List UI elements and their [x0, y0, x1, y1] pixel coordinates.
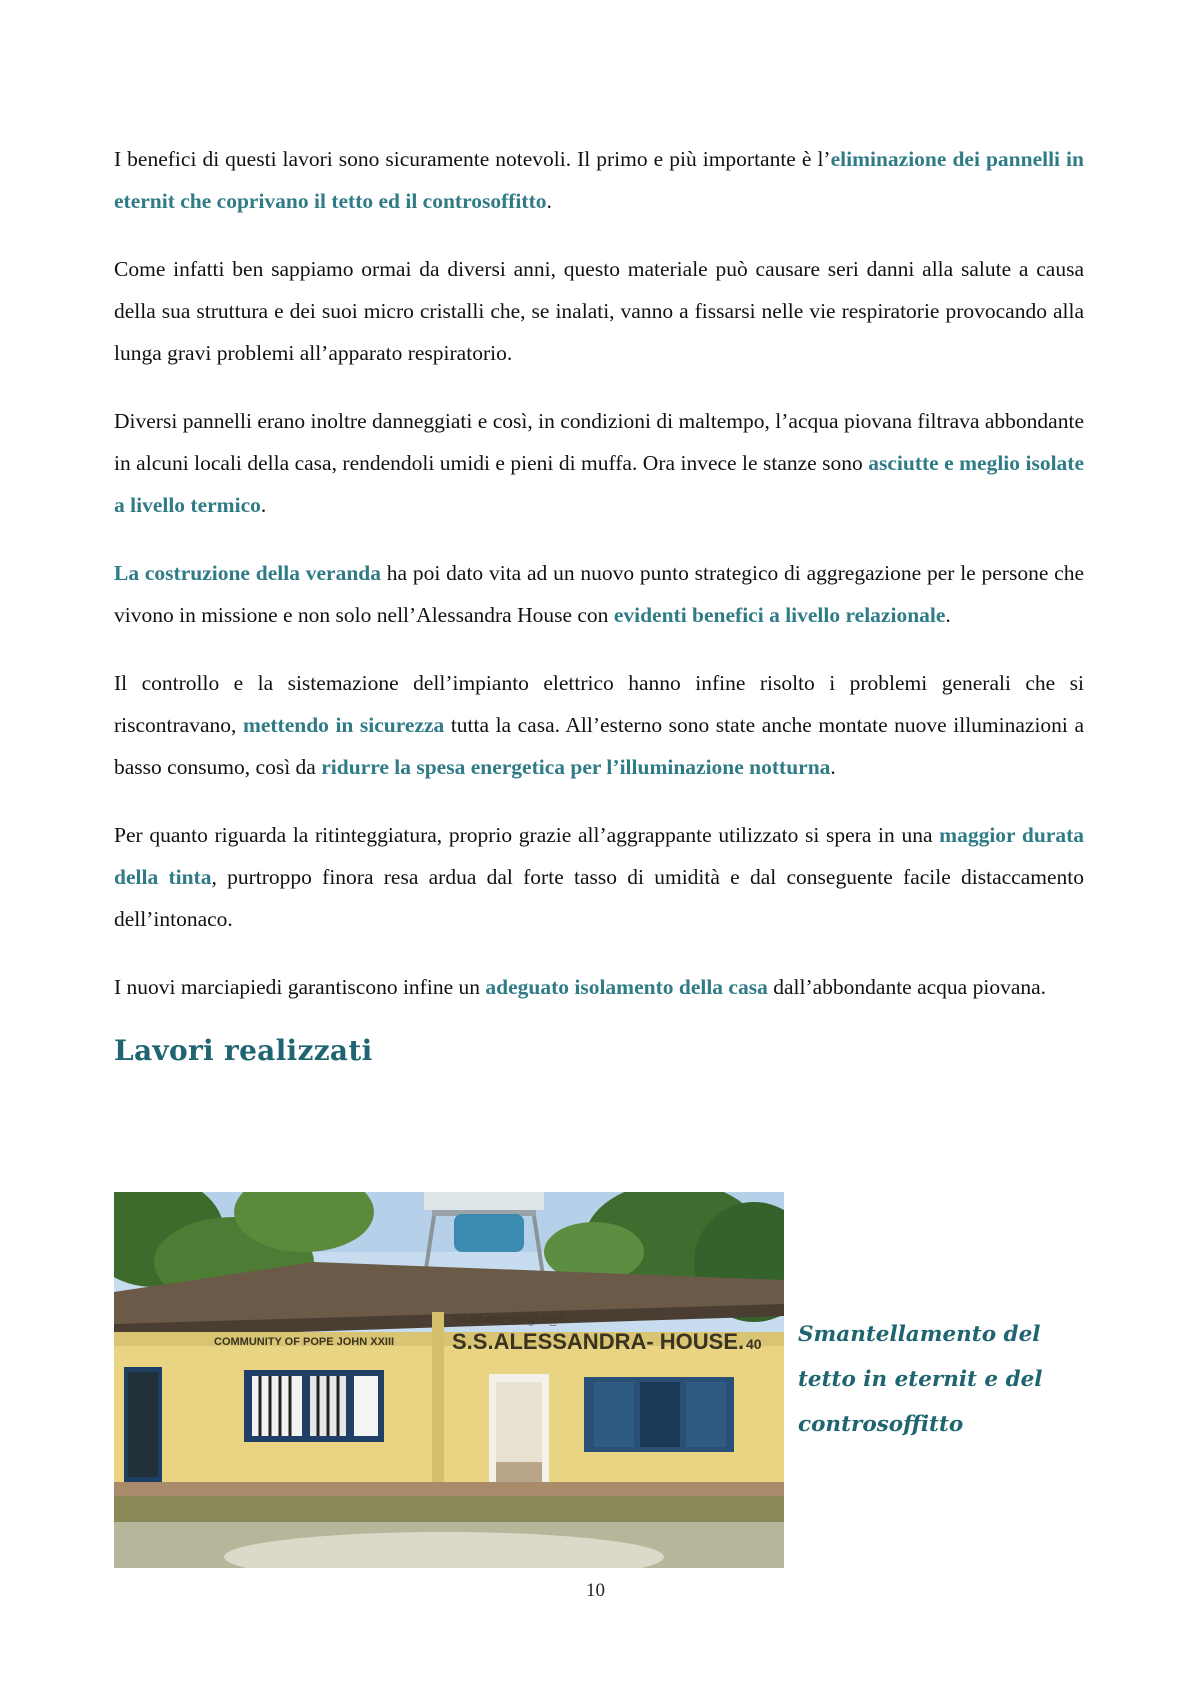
- highlighted-text: asciutte e meglio isolate a livello termico: [114, 451, 1084, 517]
- sign-community: COMMUNITY OF POPE JOHN XXIII: [214, 1336, 395, 1348]
- body-text-segment: I benefici di questi lavori sono sicuramente notevoli. Il primo e più importante è l’: [114, 147, 831, 171]
- page-body: [114, 138, 1084, 1067]
- body-text-segment: Il controllo e la sistemazione dell’impianto elettrico hanno infine risolto i problemi generali che si riscontravano,: [114, 671, 1084, 737]
- body-text-segment: .: [830, 755, 836, 779]
- highlighted-text: La costruzione della veranda: [114, 561, 382, 585]
- body-text-segment: .: [546, 189, 552, 213]
- highlighted-text: adeguato isolamento della casa: [485, 975, 768, 999]
- body-text-segment: tutta la casa. All’esterno sono state anche montate nuove illuminazioni a basso consumo, così da: [114, 713, 1084, 779]
- photo-caption: [798, 1312, 1088, 1447]
- sign-house-number: 40: [746, 1336, 762, 1352]
- caption-line: Smantellamento del: [798, 1322, 1041, 1347]
- highlighted-text: maggior durata della tinta: [114, 823, 1084, 889]
- caption-line: tetto in eternit e del: [798, 1367, 1043, 1392]
- body-text-segment: , purtroppo finora resa ardua dal forte tasso di umidità e dal conseguente facile distaccamento dell’intonaco.: [114, 865, 1085, 931]
- house-photo: [114, 1192, 784, 1568]
- paragraph: [114, 400, 1084, 526]
- highlighted-text: mettendo in sicurezza: [242, 713, 445, 737]
- body-text-segment: .: [260, 493, 267, 517]
- body-text-segment: ha poi dato vita ad un nuovo punto strategico di aggregazione per le persone che vivono in missione e non solo nell’Alessandra House con: [114, 561, 1085, 627]
- page-number: 10: [586, 1580, 605, 1601]
- highlighted-text: eliminazione dei pannelli in eternit che coprivano il tetto ed il controsoffitto: [114, 147, 1084, 213]
- paragraph: [114, 966, 1084, 1008]
- paragraph: [114, 138, 1084, 222]
- body-text-segment: Per quanto riguarda la ritinteggiatura, proprio grazie all’aggrappante utilizzato si spera in una: [114, 823, 940, 847]
- body-text-segment: dall’abbondante acqua piovana.: [767, 975, 1047, 999]
- caption-line: controsoffitto: [798, 1412, 964, 1437]
- body-text: [114, 138, 1084, 1008]
- body-text-segment: Come infatti ben sappiamo ormai da diversi anni, questo materiale può causare seri danni alla salute a causa della sua struttura e dei suoi micro cristalli che, se inalati, vanno a fissarsi nelle vie respiratorie provocando alla lunga gravi problemi all’apparato respiratorio.: [114, 257, 1084, 365]
- section-heading: Lavori realizzati: [114, 1034, 373, 1067]
- highlighted-text: evidenti benefici a livello relazionale: [613, 603, 946, 627]
- body-text-segment: Diversi pannelli erano inoltre danneggiati e così, in condizioni di maltempo, l’acqua piovana filtrava abbondante in alcuni locali della casa, rendendoli umidi e pieni di muffa. Ora invece le stanze sono: [114, 409, 1084, 475]
- paragraph: [114, 552, 1084, 636]
- body-text-segment: I nuovi marciapiedi garantiscono infine un: [114, 975, 486, 999]
- body-text-segment: .: [945, 603, 951, 627]
- paragraph: [114, 662, 1084, 788]
- paragraph: [114, 248, 1084, 374]
- highlighted-text: ridurre la spesa energetica per l’illuminazione notturna: [321, 755, 831, 779]
- sign-house-name: S.S.ALESSANDRA- HOUSE.: [452, 1329, 745, 1354]
- sign-sinhala: එස්.එස්.ඇලෙසැන්ඩ්‍රා හවුස්.: [452, 1314, 567, 1325]
- paragraph: [114, 814, 1084, 940]
